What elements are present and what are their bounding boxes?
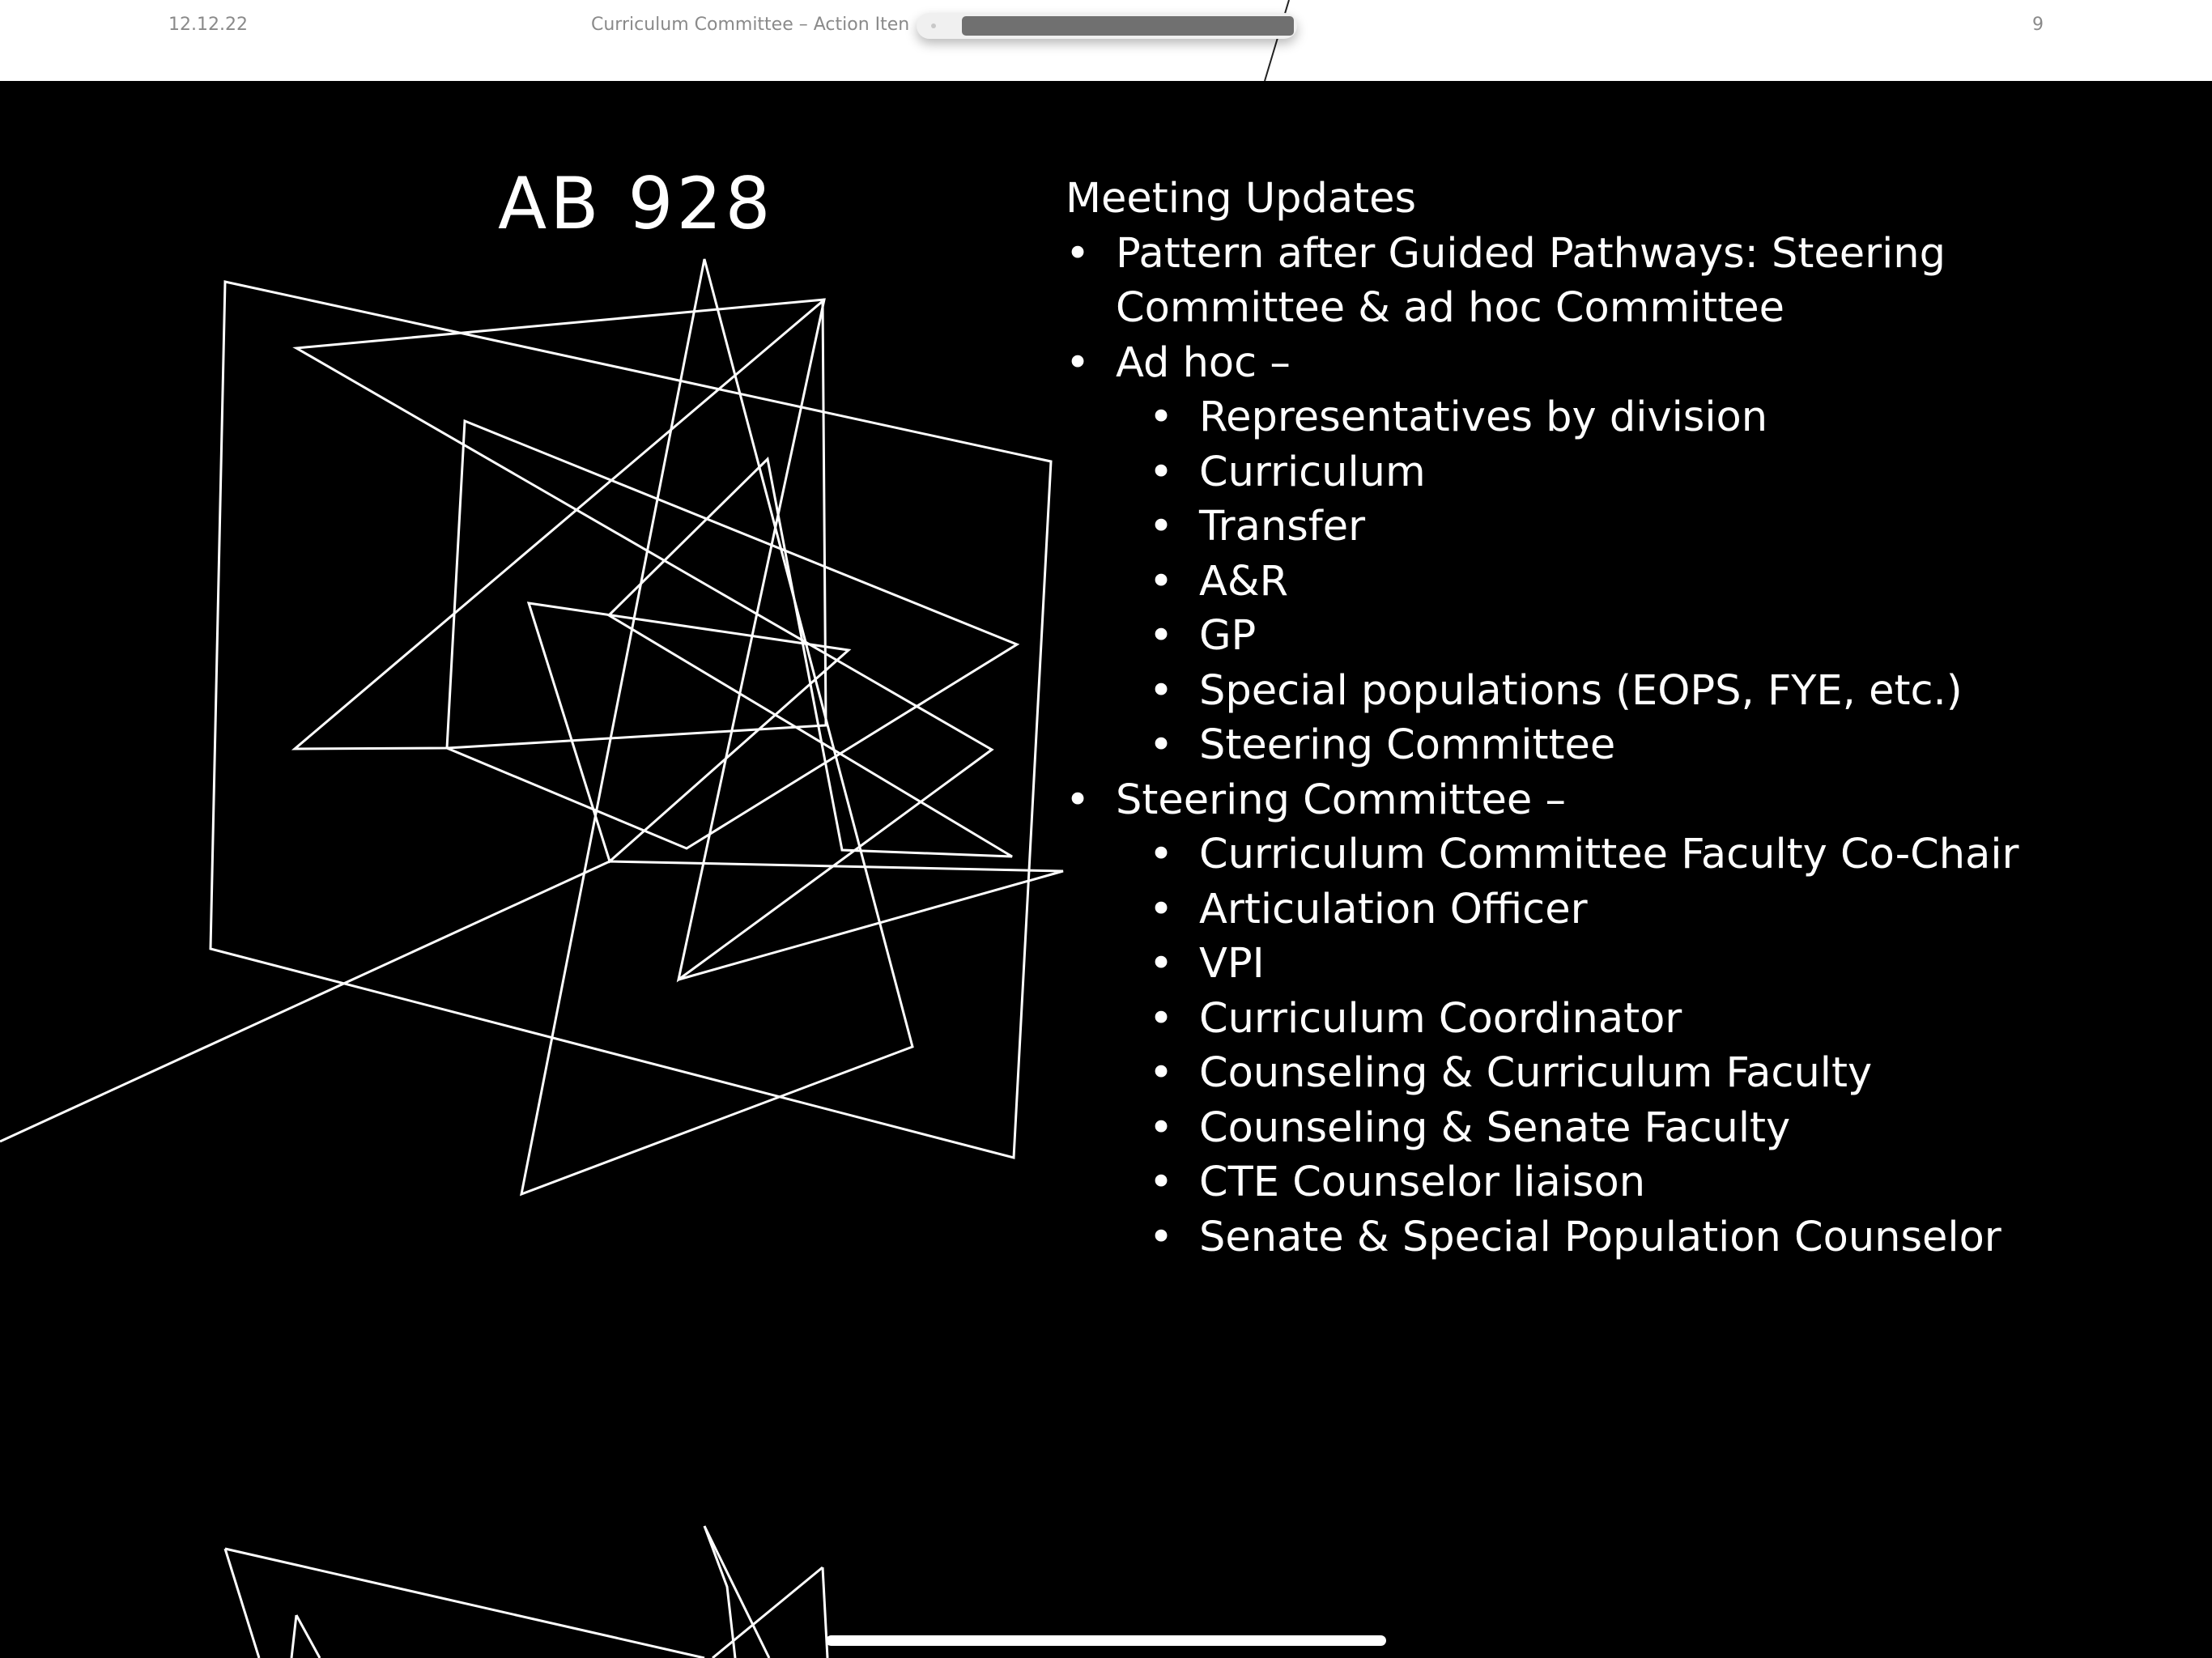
content-heading: Meeting Updates bbox=[1066, 175, 1417, 223]
outline-quad-tilted bbox=[296, 300, 992, 980]
sub-bullet: • Curriculum bbox=[1066, 445, 2183, 500]
outline-triangle-tall bbox=[521, 259, 912, 1194]
header-title: Curriculum Committee – Action Iten bbox=[591, 15, 910, 35]
bullet-ad-hoc: • Ad hoc – bbox=[1066, 336, 2183, 391]
sub-bullet: • VPI bbox=[1066, 937, 2183, 992]
header-date: 12.12.22 bbox=[168, 15, 248, 35]
outline-quad-inner bbox=[295, 301, 826, 749]
sub-bullet: • Transfer bbox=[1066, 500, 2183, 555]
sub-bullet: • Special populations (EOPS, FYE, etc.) bbox=[1066, 664, 2183, 719]
slide-title: AB 928 bbox=[498, 162, 774, 245]
sub-bullet: • GP bbox=[1066, 609, 2183, 664]
sub-bullet: • CTE Counselor liaison bbox=[1066, 1155, 2183, 1210]
sub-bullet: • Counseling & Senate Faculty bbox=[1066, 1101, 2183, 1156]
sub-bullet: • Articulation Officer bbox=[1066, 882, 2183, 937]
outline-repeat-bottom bbox=[225, 1549, 704, 1658]
outline-trapezoid-small bbox=[529, 603, 849, 861]
sub-bullet: • Curriculum Committee Faculty Co-Chair bbox=[1066, 827, 2183, 882]
bullet-steering-committee: • Steering Committee – bbox=[1066, 773, 2183, 828]
header-page-number: 9 bbox=[2032, 15, 2044, 35]
outline-quad-large bbox=[211, 282, 1051, 1158]
sub-bullet: • Senate & Special Population Counselor bbox=[1066, 1210, 2183, 1265]
sub-bullet: • Counseling & Curriculum Faculty bbox=[1066, 1046, 2183, 1101]
sub-bullet: • Curriculum Coordinator bbox=[1066, 992, 2183, 1047]
sub-bullet: • A&R bbox=[1066, 555, 2183, 610]
home-indicator[interactable] bbox=[826, 1635, 1386, 1646]
outline-long-line bbox=[0, 861, 1063, 1141]
slide-content bbox=[1066, 172, 2183, 1265]
sub-bullet: • Steering Committee bbox=[1066, 718, 2183, 773]
bullet-pattern: • Pattern after Guided Pathways: Steering Committee & ad hoc Committee bbox=[1066, 227, 2183, 336]
bullet-list bbox=[1066, 227, 2183, 1265]
sub-bullet: • Representatives by division bbox=[1066, 390, 2183, 445]
